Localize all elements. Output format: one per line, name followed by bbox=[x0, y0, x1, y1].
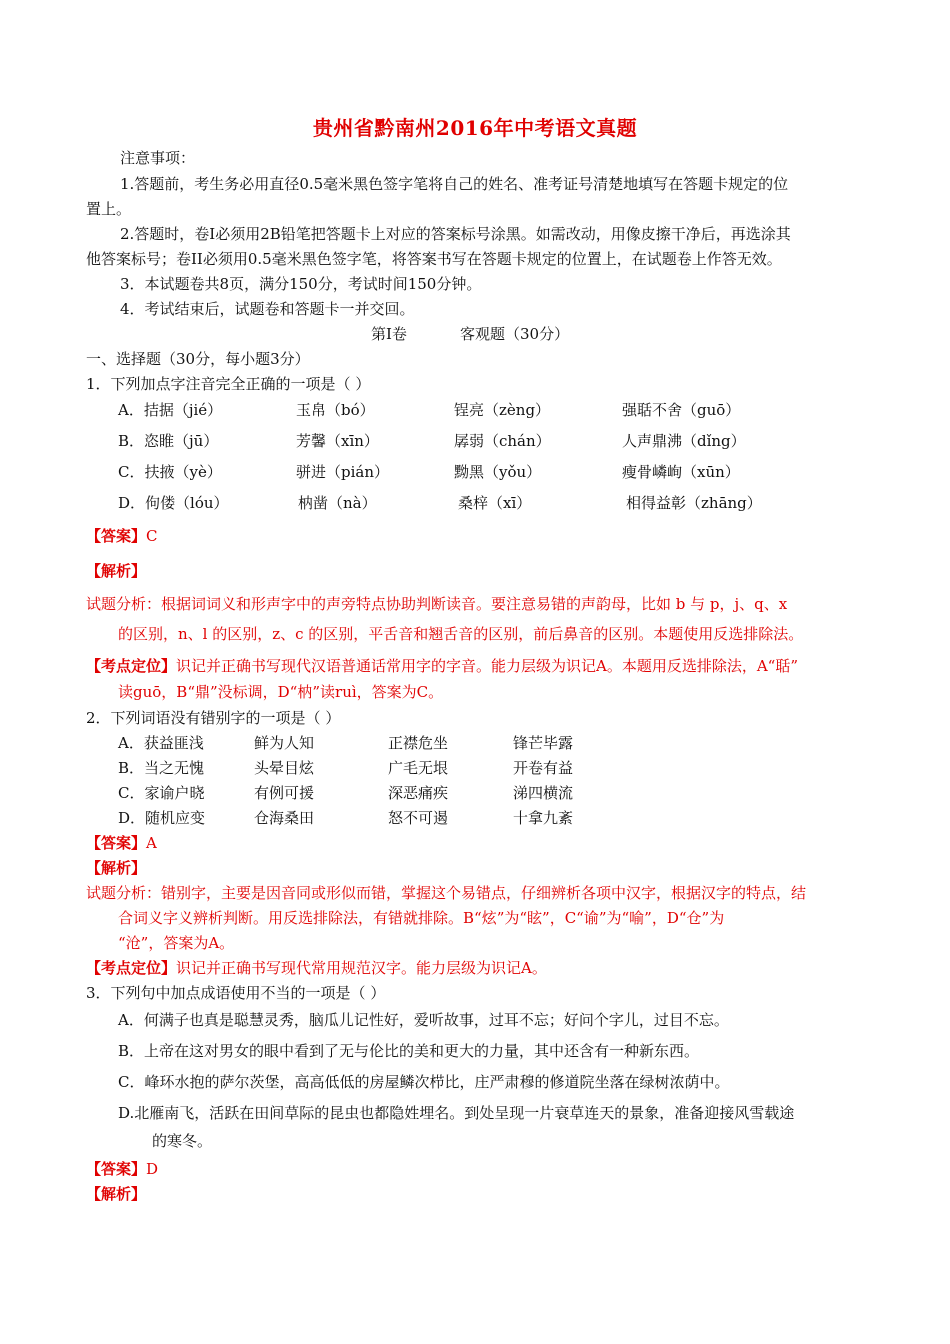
q2-option-b-1: B．当之无愧 bbox=[118, 759, 205, 777]
q2-analysis-label: 【解析】 bbox=[86, 859, 147, 877]
q1-point-1: 【考点定位】识记并正确书写现代汉语普通话常用字的字音。能力层级为识记A。本题用反选排除法，A“聒” bbox=[86, 657, 799, 675]
notice-item-2b: 他答案标号；卷II必须用0.5毫米黑色签字笔，将答案书写在答题卡规定的位置上，在试题卷上作答无效。 bbox=[86, 250, 782, 268]
notice-item-3: 3．本试题卷共8页，满分150分，考试时间150分钟。 bbox=[120, 275, 482, 293]
q1-option-b-4: 人声鼎沸（dǐng） bbox=[622, 432, 746, 450]
q2-explanation-3: “沧”，答案为A。 bbox=[118, 934, 235, 952]
q2-option-c-1: C．家谕户晓 bbox=[118, 784, 205, 802]
q1-analysis-label: 【解析】 bbox=[86, 562, 147, 580]
q1-option-a-3: 锃亮（zèng） bbox=[454, 401, 551, 419]
q1-option-d-3: 桑梓（xī） bbox=[458, 494, 532, 512]
q2-option-d-3: 怒不可遏 bbox=[388, 809, 449, 827]
q1-option-a-2: 玉帛（bó） bbox=[296, 401, 375, 419]
q1-option-d-4: 相得益彰（zhāng） bbox=[626, 494, 762, 512]
q2-option-b-2: 头晕目炫 bbox=[254, 759, 315, 777]
notice-item-4: 4．考试结束后，试题卷和答题卡一并交回。 bbox=[120, 300, 415, 318]
q1-option-d-1: D．佝偻（lóu） bbox=[118, 494, 229, 512]
notice-heading: 注意事项： bbox=[120, 149, 196, 167]
q2-option-c-4: 涕四横流 bbox=[513, 784, 574, 802]
q1-option-b-3: 孱弱（chán） bbox=[454, 432, 551, 450]
q2-option-d-4: 十拿九紊 bbox=[513, 809, 574, 827]
q2-explanation-2: 合词义字义辨析判断。用反选排除法，有错就排除。B“炫”为“眩”，C“谕”为“喻”，D“仓”为 bbox=[118, 909, 725, 927]
q2-option-a-4: 锋芒毕露 bbox=[513, 734, 574, 752]
q1-option-d-2: 枘凿（nà） bbox=[298, 494, 377, 512]
question-3-stem: 3．下列句中加点成语使用不当的一项是（ ） bbox=[86, 984, 386, 1002]
q1-explanation-1: 试题分析：根据词词义和形声字中的声旁特点协助判断读音。要注意易错的声韵母，比如 b 与 p，j、q、x bbox=[86, 595, 788, 613]
q2-option-a-3: 正襟危坐 bbox=[388, 734, 449, 752]
q2-option-c-2: 有例可援 bbox=[254, 784, 315, 802]
q1-option-b-2: 芳馨（xīn） bbox=[296, 432, 379, 450]
question-2-stem: 2．下列词语没有错别字的一项是（ ） bbox=[86, 709, 341, 727]
q3-option-d-2: 的寒冬。 bbox=[152, 1132, 213, 1150]
q3-analysis-label: 【解析】 bbox=[86, 1185, 147, 1203]
notice-item-2a: 2.答题时，卷Ⅰ必须用2B铅笔把答题卡上对应的答案标号涂黑。如需改动，用像皮擦干净后，再选涂其 bbox=[120, 225, 791, 243]
q1-option-c-1: C．扶掖（yè） bbox=[118, 463, 222, 481]
q2-option-c-3: 深恶痛疾 bbox=[388, 784, 449, 802]
q2-option-a-2: 鲜为人知 bbox=[254, 734, 315, 752]
q2-option-b-3: 广毛无垠 bbox=[388, 759, 449, 777]
q3-option-a: A．何满子也真是聪慧灵秀，脑瓜儿记性好，爱听故事，过耳不忘；好问个字儿，过目不忘。 bbox=[118, 1011, 729, 1029]
question-1-stem: 1．下列加点字注音完全正确的一项是（ ） bbox=[86, 375, 371, 393]
q2-answer: 【答案】A bbox=[86, 834, 157, 852]
q3-answer: 【答案】D bbox=[86, 1160, 159, 1178]
q2-option-a-1: A．获益匪浅 bbox=[118, 734, 204, 752]
part-heading: 一、选择题（30分，每小题3分） bbox=[86, 350, 310, 368]
q2-point-1: 【考点定位】识记并正确书写现代常用规范汉字。能力层级为识记A。 bbox=[86, 959, 547, 977]
volume-type: 客观题（30分） bbox=[460, 325, 570, 343]
q1-option-a-1: A．拮据（jié） bbox=[118, 401, 223, 419]
answer-label: 【答案】 bbox=[86, 527, 147, 545]
q1-point-2: 读guō，B“鼎”没标调，D“枘”读ruì，答案为C。 bbox=[118, 683, 444, 701]
q1-option-c-4: 瘦骨嶙峋（xūn） bbox=[622, 463, 740, 481]
q2-explanation-1: 试题分析：错别字，主要是因音同或形似而错，掌握这个易错点，仔细辨析各项中汉字，根据汉字的特点，结 bbox=[86, 884, 807, 902]
q1-answer bbox=[86, 526, 158, 546]
volume-label: 第Ⅰ卷 bbox=[371, 325, 407, 343]
q2-option-d-1: D．随机应变 bbox=[118, 809, 206, 827]
q3-option-d-1: D.北雁南飞，活跃在田间草际的昆虫也都隐姓埋名。到处呈现一片衰草连天的景象，准备迎接风雪载途 bbox=[118, 1104, 795, 1122]
q1-option-c-3: 黝黑（yǒu） bbox=[454, 463, 542, 481]
answer-value: C bbox=[146, 527, 158, 545]
q1-explanation-2: 的区别，n、l 的区别，z、c 的区别，平舌音和翘舌音的区别，前后鼻音的区别。本题使用反选排除法。 bbox=[118, 625, 804, 643]
page-title: 贵州省黔南州2016年中考语文真题 bbox=[312, 116, 638, 140]
q3-option-c: C．峰环水抱的萨尔茨堡，高高低低的房屋鳞次栉比，庄严肃穆的修道院坐落在绿树浓荫中。 bbox=[118, 1073, 730, 1091]
point-label: 【考点定位】 bbox=[86, 657, 177, 675]
notice-item-1a: 1.答题前，考生务必用直径0.5毫米黑色签字笔将自己的姓名、准考证号清楚地填写在答题卡规定的位 bbox=[120, 175, 789, 193]
q2-option-d-2: 仓海桑田 bbox=[254, 809, 315, 827]
q2-option-b-4: 开卷有益 bbox=[513, 759, 574, 777]
q1-option-c-2: 骈进（pián） bbox=[296, 463, 390, 481]
q3-option-b: B．上帝在这对男女的眼中看到了无与伦比的美和更大的力量，其中还含有一种新东西。 bbox=[118, 1042, 700, 1060]
q1-option-a-4: 强聒不舍（guō） bbox=[622, 401, 741, 419]
notice-item-1b: 置上。 bbox=[86, 200, 132, 218]
q1-option-b-1: B．恣睢（jū） bbox=[118, 432, 219, 450]
